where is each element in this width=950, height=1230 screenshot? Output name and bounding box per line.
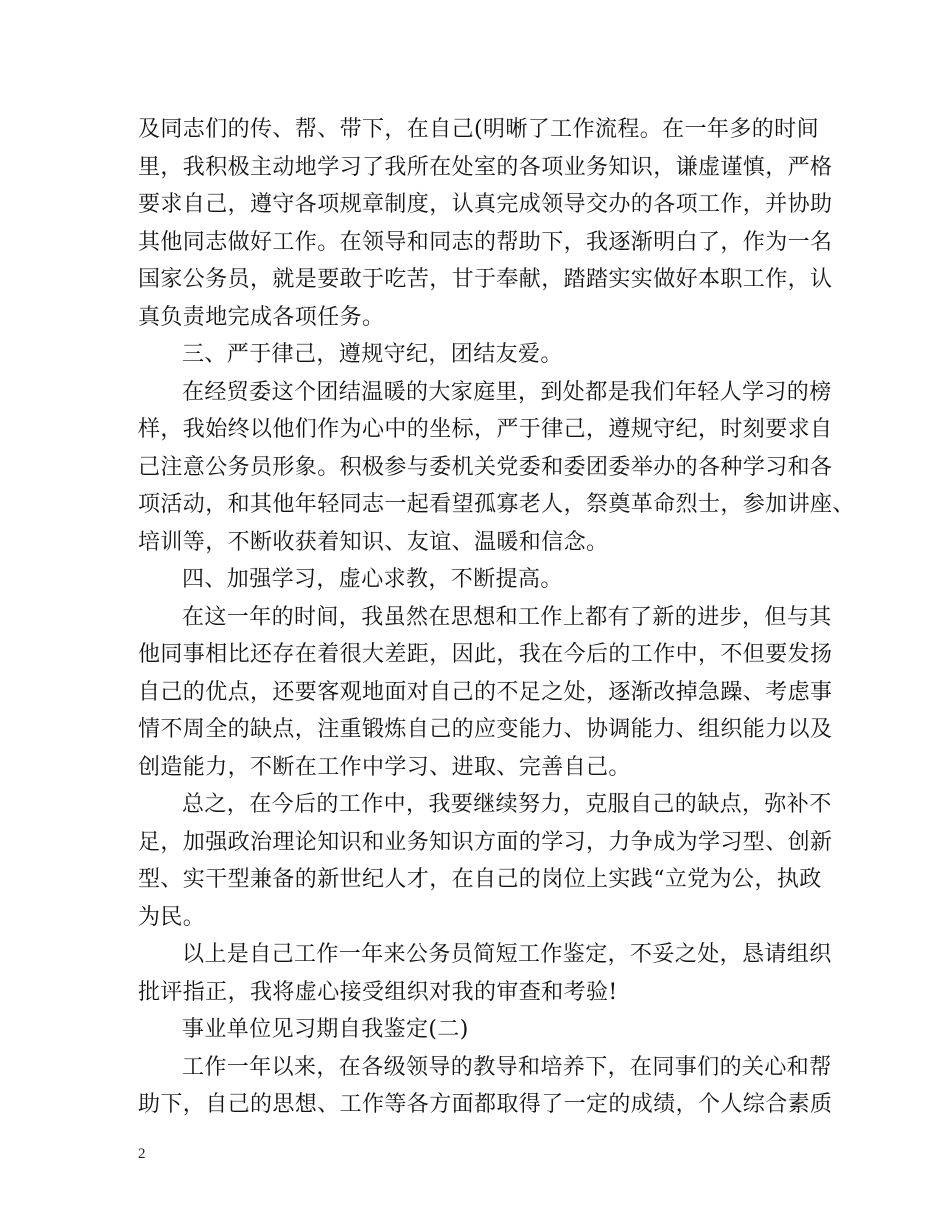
- text-line: 为民。: [138, 904, 206, 930]
- text-line: 在这一年的时间，我虽然在思想和工作上都有了新的进步，但与其: [182, 604, 832, 630]
- text-line: 情不周全的缺点，注重锻炼自己的应变能力、协调能力、组织能力以及: [138, 717, 833, 742]
- text-line: 批评指正，我将虚心接受组织对我的审查和考验!: [138, 979, 618, 1005]
- text-line: 项活动，和其他年轻同志一起看望孤寡老人，祭奠革命烈士，参加讲座、: [138, 492, 855, 517]
- text-line: 里，我积极主动地学习了我所在处室的各项业务知识，谦虚谨慎，严格: [138, 154, 833, 180]
- text-line: 足，加强政治理论知识和业务知识方面的学习，力争成为学习型、创新: [138, 829, 833, 855]
- page-number: 2: [138, 1146, 146, 1162]
- text-line: 以上是自己工作一年来公务员简短工作鉴定，不妥之处，恳请组织: [182, 942, 832, 967]
- text-line: 要求自己，遵守各项规章制度，认真完成领导交办的各项工作，并协助: [138, 192, 833, 217]
- text-line: 样，我始终以他们作为心中的坐标，严于律己，遵规守纪，时刻要求自: [138, 417, 833, 442]
- text-line: 国家公务员，就是要敢于吃苦，甘于奉献，踏踏实实做好本职工作，认: [138, 267, 833, 292]
- text-line: 其他同志做好工作。在领导和同志的帮助下，我逐渐明白了，作为一名: [138, 229, 833, 255]
- text-line: 培训等，不断收获着知识、友谊、温暖和信念。: [138, 529, 609, 555]
- text-line: 事业单位见习期自我鉴定(二): [182, 1017, 469, 1042]
- text-line: 助下，自己的思想、工作等各方面都取得了一定的成绩，个人综合素质: [138, 1092, 833, 1117]
- text-line: 及同志们的传、帮、带下，在自己(明晰了工作流程。在一年多的时间: [138, 117, 819, 142]
- text-line: 在经贸委这个团结温暖的大家庭里，到处都是我们年轻人学习的榜: [182, 379, 832, 405]
- text-line: 型、实干型兼备的新世纪人才，在自己的岗位上实践“立党为公，执政: [138, 867, 822, 892]
- text-line: 工作一年以来，在各级领导的教导和培养下，在同事们的关心和帮: [182, 1054, 832, 1080]
- text-line: 创造能力，不断在工作中学习、进取、完善自己。: [138, 754, 631, 780]
- text-line: 己注意公务员形象。积极参与委机关党委和委团委举办的各种学习和各: [138, 454, 833, 480]
- text-line: 四、加强学习，虚心求教，不断提高。: [182, 567, 563, 592]
- text-line: 真负责地完成各项任务。: [138, 304, 385, 330]
- text-line: 他同事相比还存在着很大差距，因此，我在今后的工作中，不但要发扬: [138, 642, 833, 667]
- body-text: [138, 111, 855, 1124]
- text-line: 三、严于律己，遵规守纪，团结友爱。: [182, 342, 563, 367]
- text-line: 总之，在今后的工作中，我要继续努力，克服自己的缺点，弥补不: [182, 792, 832, 817]
- text-line: 自己的优点，还要客观地面对自己的不足之处，逐渐改掉急躁、考虑事: [138, 679, 833, 705]
